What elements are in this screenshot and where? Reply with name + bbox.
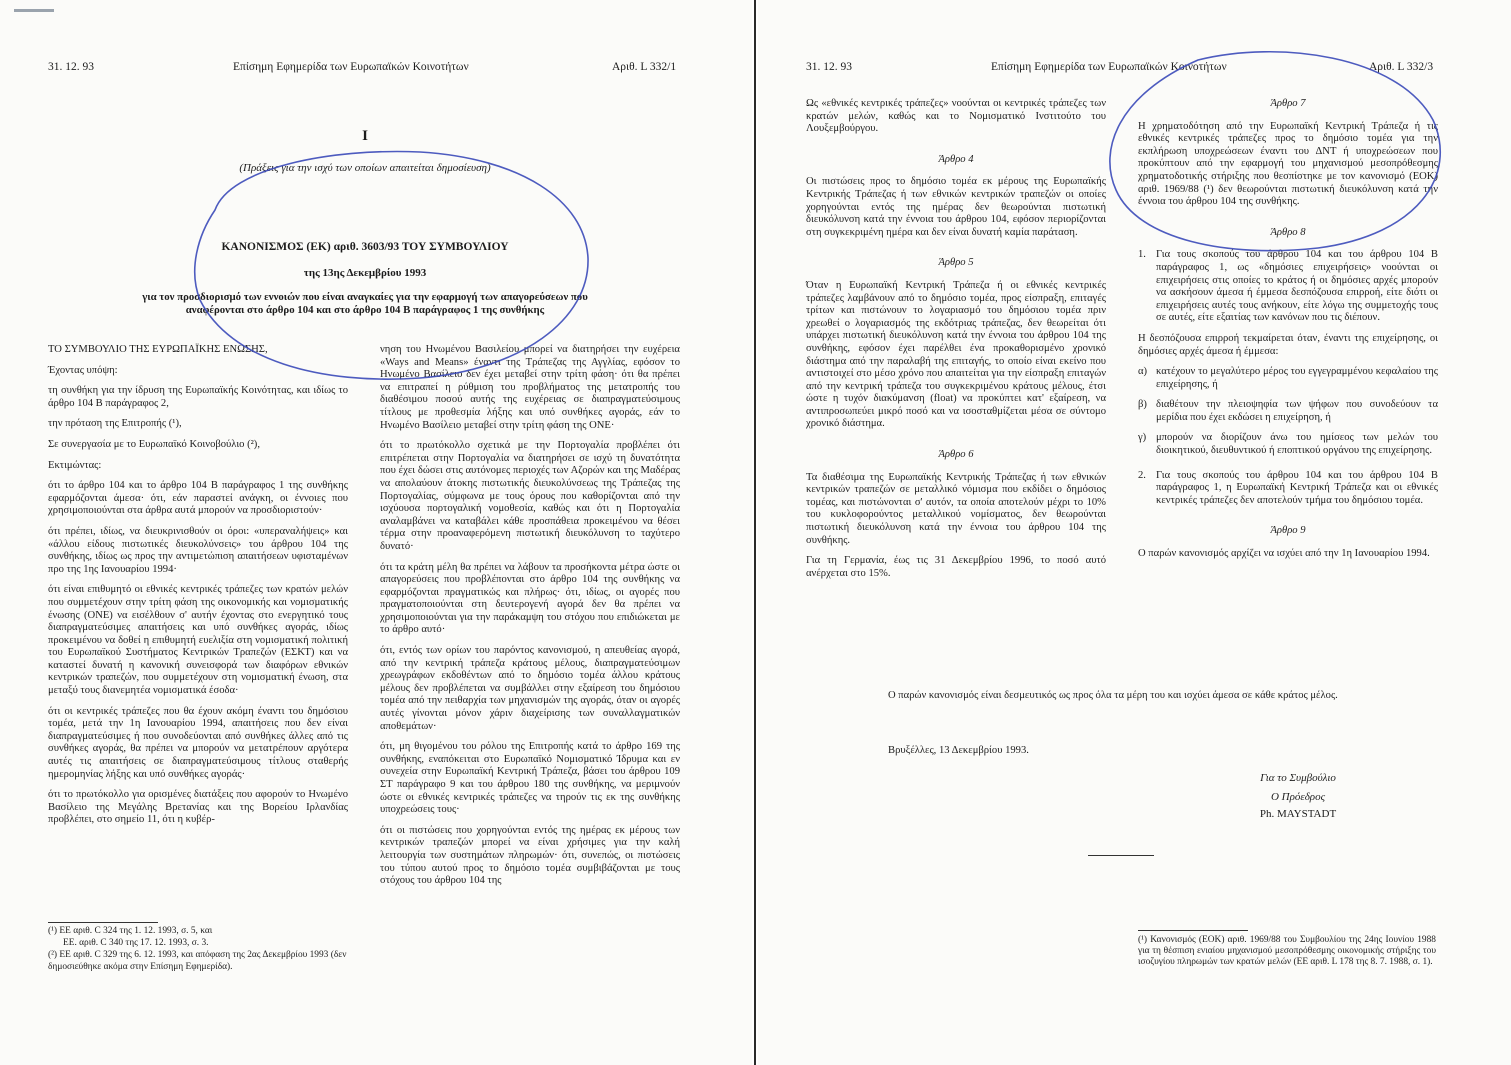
regulation-date: της 13ης Δεκεμβρίου 1993 (303, 267, 427, 279)
paragraph: Ως «εθνικές κεντρικές τράπεζες» νοούνται οι κεντρικές τράπεζες των κρατών μελών, καθώς και το Νομισματικό Ινστιτούτο του Λουξεμβούργου. (806, 98, 1106, 135)
right-header-number: Αριθ. L 332/3 (1369, 61, 1434, 73)
article-9-text: Ο παρών κανονισμός αρχίζει να ισχύει από την 1η Ιανουαρίου 1994. (1138, 548, 1430, 560)
left-header-number: Αριθ. L 332/1 (612, 61, 677, 73)
footnote: (¹) ΕΕ αριθ. C 324 της 1. 12. 1993, σ. 5, και (48, 926, 213, 936)
paragraph-text: Για τους σκοπούς του άρθρου 104 και του άρθρου 104 Β παράγραφος 1, η Ευρωπαϊκή Κεντρική Τράπεζα και οι εθνικές κεντρικές τράπεζες δεν αποτελούν τμήμα του δημόσιου τομέα. (1156, 469, 1438, 506)
binding-clause: Ο παρών κανονισμός είναι δεσμευτικός ως προς όλα τα μέρη του και ισχύει άμεσα σε κάθε κράτος μέλος. (888, 690, 1338, 701)
recital: ότι το πρωτόκολλο για ορισμένες διατάξεις που αφορούν το Ηνωμένο Βασίλειο της Μεγάλης Βρετανίας και της Βορείου Ιρλανδίας προβλέπει, στο σημείο 11, ότι η κυβέρ- (48, 789, 348, 826)
article-6-heading: Άρθρο 6 (938, 449, 974, 461)
footnote-rule (1138, 930, 1248, 931)
regulation-title: ΚΑΝΟΝΙΣΜΟΣ (ΕΚ) αριθ. 3603/93 ΤΟΥ ΣΥΜΒΟΥΛΙΟΥ (221, 241, 509, 253)
article-6-text-2: Για τη Γερμανία, έως τις 31 Δεκεμβρίου 1996, το ποσό αυτό ανέρχεται στο 15%. (806, 555, 1106, 579)
recital: ότι οι κεντρικές τράπεζες που θα έχουν ακόμη έναντι του δημόσιου τομέα, μετά την 1η Ιανουαρίου 1994, απαιτήσεις που δεν είναι διαπραγματεύσιμες ή που συνοδεύονται από συνθήκες άλλες από τις συνθήκες αγοράς, θα πρέπει να μπορούν να μετατρέπουν αργότερα αυτές τις απαιτήσεις σε διαπραγματεύσιμους τίτλους σταθερής ημερομηνίας λήξης και υπό συνθήκες αγοράς· (48, 705, 348, 780)
list-item (1138, 366, 1438, 391)
paragraph-text: Για τους σκοπούς του άρθρου 104 και του άρθρου 104 Β παράγραφος 1, ως «δημόσιες επιχειρήσεις» νοούνται οι επιχειρήσεις στις οποίες το κράτος ή οι δημόσιες αρχές μπορούν να ασκήσουν άμεσα ή έμμεσα δεσπόζουσα επιρροή, είτε διότι οι επιχειρήσεις αυτές τους ανήκουν, είτε λόγω της συμμετοχής τους σε αυτές, είτε εξαιτίας των κανόνων που τις διέπουν. (1156, 249, 1438, 324)
recital: ότι, εντός των ορίων του παρόντος κανονισμού, η απευθείας αγορά, από την κεντρική τράπεζα κράτους μέλους, διαπραγματεύσιμων χρεωγράφων εκδοθέντων από το δημόσιο τομέα άλλου κράτους μέλους δεν προβλέπεται να συμβάλλει στην εξαίρεση του δημόσιου τομέα από την πειθαρχία των μηχανισμών της αγοράς, όταν οι αγορές αυτές γίνονται μόνον χάριν διαχείρισης των συναλλαγματικών αποθεμάτων· (380, 645, 680, 732)
left-column-2 (380, 344, 680, 896)
recital: Εκτιμώντας: (48, 459, 102, 471)
right-header-date: 31. 12. 93 (806, 61, 852, 73)
list-item-text: κατέχουν το μεγαλύτερο μέρος του εγγεγραμμένου κεφαλαίου της επιχείρησης, ή (1156, 366, 1438, 390)
left-header-journal: Επίσημη Εφημερίδα των Ευρωπαϊκών Κοινοτήτων (233, 61, 469, 73)
list-item-label: α) (1138, 366, 1148, 378)
right-column-1 (806, 98, 1106, 588)
recital: ότι πρέπει, ιδίως, να διευκρινισθούν οι όροι: «υπεραναλήψεις» και «άλλου είδους πιστωτικές διευκολύνσεις» του άρθρου 104 της συνθήκης, ιδίως ως προς την αντιμετώπιση απαιτήσεων υφισταμένων προ της 1ης Ιανουαρίου 1994· (48, 525, 348, 575)
left-footnotes (48, 926, 348, 974)
right-column-2 (1138, 98, 1438, 569)
list-item (1138, 432, 1438, 457)
footnote: (²) ΕΕ αριθ. C 329 της 6. 12. 1993, και απόφαση της 2ας Δεκεμβρίου 1993 (δεν δημοσιεύθηκε ακόμα στην Επίσημη Εφημερίδα). (48, 950, 347, 972)
regulation-subject: για τον προσδιορισμό των εννοιών που είναι αναγκαίες για την εφαρμογή των απαγορεύσεων που αναφέρονται στο άρθρο 104 και στο άρθρο 104 Β παράγραφος 1 της συνθήκης (142, 291, 588, 316)
recital: ότι το άρθρο 104 και το άρθρο 104 Β παράγραφος 1 της συνθήκης εφαρμόζονται άμεσα· ότι, εάν παραστεί ανάγκη, οι έννοιες που χρησιμοποιούνται στα άρθρα αυτά μπορούν να προσδιοριστούν· (48, 480, 348, 517)
recital: Έχοντας υπόψη: (48, 364, 118, 376)
article-7-heading: Άρθρο 7 (1270, 98, 1306, 109)
scan-mark (14, 9, 54, 12)
recital: την πρόταση της Επιτροπής (¹), (48, 418, 182, 430)
recital: ότι τα κράτη μέλη θα πρέπει να λάβουν τα προσήκοντα μέτρα ώστε οι απαγορεύσεις που προβλέπονται στο άρθρο 104 της συνθήκης να εφαρμόζονται πραγματικώς και πλήρως· ότι, ιδίως, οι αγορές που πραγματοποιούνται στη δευτερογενή αγορά δεν θα πρέπει να χρησιμοποιούνται για την παράκαμψη του στόχου που επιδιώκεται με το άρθρο αυτό· (380, 561, 680, 636)
footnote-rule (48, 922, 158, 923)
article-4-heading: Άρθρο 4 (938, 153, 974, 165)
council-line: ΤΟ ΣΥΜΒΟΥΛΙΟ ΤΗΣ ΕΥΡΩΠΑΪΚΗΣ ΕΝΩΣΗΣ, (48, 344, 268, 355)
right-page (758, 0, 1511, 1065)
left-header-date: 31. 12. 93 (48, 61, 94, 73)
recital: τη συνθήκη για την ίδρυση της Ευρωπαϊκής Κοινότητας, και ιδίως το άρθρο 104 Β παράγραφος 2, (48, 385, 348, 409)
article-5-text: Όταν η Ευρωπαϊκή Κεντρική Τράπεζα ή οι εθνικές κεντρικές τράπεζες λαμβάνουν από το δημόσιο τομέα, προς είσπραξη, επιταγές τρίτων και πιστώνουν το λογαριασμό του δημόσιου τομέα πριν χρεωθεί ο λογαριασμός της εκδότριας τράπεζας, δεν θεωρείται ότι υπάρχει πιστωτική διευκόλυνση κατά την έννοια του άρθρου 104 της συνθήκης, εφόσον έχει παρέλθει ένα προκαθορισμένο χρονικό διάστημα από την παραλαβή της επιταγής, το οποίο είναι εκείνο που αντιστοιχεί στο μέσο χρόνο που απαιτείται για την είσπραξη επιταγών από την κεντρική τράπεζα του συγκεκριμένου κράτους μέλους, έτσι ώστε η τυχόν διακύμανση (float) να προκύπτει κατ' εξαίρεση, να αντιπροσωπεύει μικρό ποσό και να ισοσταθμίζεται μέσα σε σύντομο χρονικό διάστημα. (806, 279, 1106, 430)
recital: Σε συνεργασία με το Ευρωπαϊκό Κοινοβούλιο (²), (48, 438, 260, 450)
left-column-1 (48, 344, 348, 835)
list-item-text: μπορούν να διορίζουν άνω του ημίσεος των μελών του διοικητικού, διευθυντικού ή εποπτικού οργάνου της επιχείρησης. (1156, 432, 1438, 457)
place-date: Βρυξέλλες, 13 Δεκεμβρίου 1993. (888, 745, 1029, 756)
recital: ότι το πρωτόκολλο σχετικά με την Πορτογαλία προβλέπει ότι επιτρέπεται στην Πορτογαλία να διατηρήσει σε ισχύ τη δυνατότητα που έχει δώσει στις αυτόνομες περιοχές των Αζορών και της Μαδέρας να απολαύουν άτοκης πιστωτικής διευκολύνσεως της Τράπεζας της Πορτογαλίας, σύμφωνα με τους όρους που καθορίζονται από την ισχύουσα πορτογαλική νομοθεσία, καθώς και ότι η Πορτογαλία αναλαμβάνει να καταβάλει κάθε προσπάθεια προκειμένου να θέσει τέρμα στην προαναφερόμενη πιστωτική διευκόλυνση το ταχύτερο δυνατό· (380, 440, 680, 552)
article-5-heading: Άρθρο 5 (938, 257, 974, 269)
separator-rule (1088, 855, 1154, 856)
page-divider (754, 0, 756, 1065)
recital: ότι είναι επιθυμητό οι εθνικές κεντρικές τράπεζες των κρατών μελών που συμμετέχουν στην τρίτη φάση της οικονομικής και νομισματικής ένωσης (ΟΝΕ) να εισέλθουν σ' αυτήν έχοντας στο ενεργητικό τους διαπραγματεύσιμες απαιτήσεις και υπό συνθήκες αγοράς, ιδίως προκειμένου να δοθεί η επιθυμητή ευελιξία στη νομισματική πολιτική του Ευρωπαϊκού Συστήματος Κεντρικών Τραπεζών (ΕΣΚΤ) και να καταστεί δυνατή η κανονική συνεισφορά των διαφόρων εθνικών κεντρικών τραπεζών, που συμμετέχουν στη νομισματική ένωση, στα μεταξύ τους διανεμητέα νομισματικά έσοδα· (48, 584, 348, 697)
recital: ότι οι πιστώσεις που χορηγούνται εντός της ημέρας εκ μέρους των κεντρικών τραπεζών μπορεί να είναι χρήσιμες για την καλή λειτουργία των συστημάτων πληρωμών· ότι, συνεπώς, οι πιστώσεις του τύπου αυτού προς το δημόσιο τομέα συμβιβάζονται με τους στόχους του άρθρου 104 της (380, 824, 680, 887)
list-item-text: διαθέτουν την πλειοψηφία των ψήφων που συνοδεύουν τα μερίδια που έχει εκδώσει η επιχείρηση, ή (1156, 399, 1438, 423)
paragraph-number: 2. (1138, 469, 1146, 481)
signature-line-1: Για το Συμβούλιο (1260, 772, 1336, 784)
list-item-label: β) (1138, 399, 1147, 411)
list-item-label: γ) (1138, 432, 1147, 444)
right-footnote: (¹) Κανονισμός (ΕΟΚ) αριθ. 1969/88 του Συμβουλίου της 24ης Ιουνίου 1988 για τη θέσπιση ενιαίου μηχανισμού μεσοπρόθεσμης οικονομικής στήριξης του ισοζυγίου πληρωμών των κρατών μελών (ΕΕ αριθ. L 178 της 8. 7. 1988, σ. 1). (1138, 935, 1436, 968)
article-4-text: Οι πιστώσεις προς το δημόσιο τομέα εκ μέρους της Ευρωπαϊκής Κεντρικής Τράπεζας ή των εθνικών κεντρικών τραπεζών οι οποίες χορηγούνται εντός της ημέρας δεν θεωρούνται πιστωτική διευκόλυνση κατά την έννοια του άρθρου 104, εφόσον περιορίζονται στη συγκεκριμένη ημέρα και δεν είναι δυνατή καμία παράταση. (806, 176, 1106, 238)
article-8-paragraph-1 (1138, 249, 1438, 325)
article-6-text: Τα διαθέσιμα της Ευρωπαϊκής Κεντρικής Τράπεζας ή των εθνικών κεντρικών τραπεζών σε μεταλλικό νόμισμα που εκδίδει ο δημόσιος τομέας, και πιστώνονται σ' αυτόν, τα οποία αποτελούν μέχρι το 10% του κυκλοφορούντος μεταλλικού νομίσματος, δεν θεωρούνται πιστωτική διευκόλυνση κατά την έννοια του άρθρου 104 της συνθήκης. (806, 471, 1106, 546)
article-8-heading: Άρθρο 8 (1270, 226, 1306, 238)
signature-line-2: Ο Πρόεδρος (1270, 791, 1326, 803)
article-8-paragraph-2 (1138, 470, 1438, 508)
signature-name: Ph. MAYSTADT (1259, 808, 1337, 820)
recital: ότι, μη θιγομένου του ρόλου της Επιτροπής κατά το άρθρο 169 της συνθήκης, εναπόκειται στο Ευρωπαϊκό Νομισματικό Ίδρυμα και εν συνεχεία στην Ευρωπαϊκή Κεντρική Τράπεζα, βάσει του άρθρου 109 ΣΤ παράγραφο 9 και του άρθρου 180 της συνθήκης, να μεριμνούν ώστε οι εθνικές κεντρικές τράπεζες να τηρούν τις εκ της συνθήκης υποχρεώσεις τους· (380, 741, 680, 816)
recital: νηση του Ηνωμένου Βασιλείου μπορεί να διατηρήσει την ευχέρεια «Ways and Means» έναντι της Τράπεζας της Αγγλίας, εφόσον το Ηνωμένο Βασίλειο δεν έχει μεταβεί στην τρίτη φάση· ότι θα πρέπει να επιτραπεί η ρύθμιση του προβλήματος της μετατροπής του διαθέσιμου ποσού αυτής της ευχέρειας σε διαπραγματεύσιμους τίτλους με προθεσμία λήξης και υπό συνθήκες αγοράς, εάν το Ηνωμένο Βασίλειο μεταβεί στην τρίτη φάση της ΟΝΕ· (380, 344, 680, 431)
article-7-text: Η χρηματοδότηση από την Ευρωπαϊκή Κεντρική Τράπεζα ή τις εθνικές κεντρικές τράπεζες προς το δημόσιο τομέα για την εκπλήρωση υποχρεώσεων έναντι του ΔΝΤ ή υποχρεώσεων που προκύπτουν από την εφαρμογή του μηχανισμού μεσοπρόθεσμης χρηματοδοτικής στήριξης που θεσπίστηκε με τον κανονισμό (ΕΟΚ) αριθ. 1969/88 (¹) δεν θεωρούνται πιστωτική διευκόλυνση κατά την έννοια του άρθρου 104 της συνθήκης. (1138, 120, 1438, 208)
right-header-journal: Επίσημη Εφημερίδα των Ευρωπαϊκών Κοινοτήτων (991, 61, 1227, 73)
list-item (1138, 399, 1438, 424)
left-page (0, 0, 752, 1065)
section-mark: I (362, 128, 368, 144)
article-8-text: Η δεσπόζουσα επιρροή τεκμαίρεται όταν, έναντι της επιχείρησης, οι δημόσιες αρχές άμεσα ή έμμεσα: (1138, 332, 1438, 357)
acts-note: (Πράξεις για την ισχύ των οποίων απαιτείται δημοσίευση) (239, 162, 491, 174)
article-9-heading: Άρθρο 9 (1270, 525, 1306, 537)
paragraph-number: 1. (1138, 249, 1146, 261)
footnote: ΕΕ. αριθ. C 340 της 17. 12. 1993, σ. 3. (63, 938, 209, 949)
